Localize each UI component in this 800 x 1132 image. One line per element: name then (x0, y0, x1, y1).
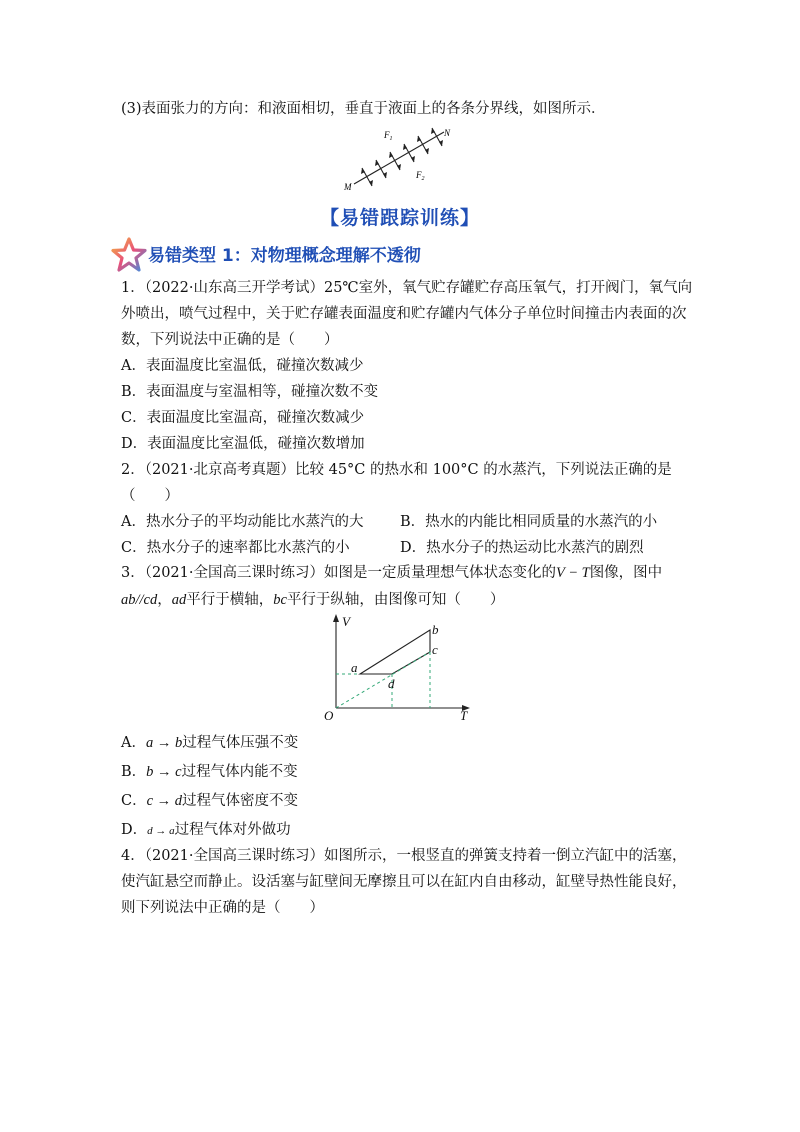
process-quadrilateral (360, 630, 430, 674)
q1-option-a: A．表面温度比室温低，碰撞次数减少 (121, 358, 364, 374)
label-f1: $F_1$ (384, 130, 393, 142)
v-axis-arrow (333, 614, 339, 622)
label-c: c (432, 642, 438, 657)
q2-option-a: A．热水分子的平均动能比水蒸汽的大 (121, 514, 364, 530)
vt-graph (322, 612, 482, 724)
section-title: 【易错跟踪训练】 (319, 207, 480, 229)
q2-option-b: B．热水的内能比相同质量的水蒸汽的小 (400, 514, 658, 530)
q1-option-c: C．表面温度比室温高，碰撞次数减少 (121, 410, 365, 426)
q2-line-1: 2．（2021·北京高考真题）比较 45°C 的热水和 100°C 的水蒸汽，下列说法正确的是 (121, 462, 672, 478)
label-n: N (444, 128, 451, 138)
q4-line-2: 使汽缸悬空而静止。设活塞与缸壁间无摩擦且可以在缸内自由移动，缸壁导热性能良好， (121, 874, 687, 890)
q3-option-c: C．c → d过程气体密度不变 (121, 793, 299, 809)
label-f2: $F_2$ (416, 170, 425, 182)
q1-line-3: 数，下列说法中正确的是（ ） (121, 332, 339, 348)
interface-line (354, 132, 444, 184)
label-t: T (460, 708, 468, 723)
subtitle: 易错类型 1：对物理概念理解不透彻 (148, 246, 421, 266)
q1-option-b: B．表面温度与室温相等，碰撞次数不变 (121, 384, 379, 400)
q1-line-1: 1．（2022·山东高三开学考试）25℃室外，氧气贮存罐贮存高压氧气，打开阀门，氧气向 (121, 280, 693, 296)
label-d: d (388, 676, 395, 691)
label-b: b (432, 622, 439, 637)
q3-option-d: D．d → a过程气体对外做功 (121, 822, 291, 838)
q4-line-1: 4．（2021·全国高三课时练习）如图所示，一根竖直的弹簧支持着一倒立汽缸中的活塞， (121, 848, 687, 864)
q3-option-b: B．b → c过程气体内能不变 (121, 764, 298, 780)
q2-option-d: D．热水分子的热运动比水蒸汽的剧烈 (400, 540, 644, 556)
label-v: V (342, 614, 350, 629)
surface-tension-figure (340, 124, 460, 196)
q3-line-1: 3．（2021·全国高三课时练习）如图是一定质量理想气体状态变化的V − T图像，图中 (121, 565, 663, 581)
star-icon (111, 237, 147, 273)
q3-vt-math: V − T (555, 565, 590, 581)
q3-option-a: A．a → b过程气体压强不变 (121, 735, 299, 751)
label-m: M (344, 182, 352, 192)
q2-line-2: （ ） (121, 488, 179, 504)
q1-line-2: 外喷出，喷气过程中，关于贮存罐表面温度和贮存罐内气体分子单位时间撞击内表面的次 (121, 306, 687, 322)
intro-text: (3)表面张力的方向：和液面相切，垂直于液面上的各条分界线，如图所示． (121, 101, 606, 117)
q4-line-3: 则下列说法中正确的是（ ） (121, 900, 324, 916)
label-origin: O (324, 708, 334, 723)
q1-option-d: D．表面温度比室温低，碰撞次数增加 (121, 436, 365, 452)
label-a: a (351, 660, 358, 675)
q3-line-2: ab//cd，ad平行于横轴，bc平行于纵轴，由图像可知（ ） (121, 592, 505, 608)
tension-arrows (362, 128, 442, 186)
q2-option-c: C．热水分子的速率都比水蒸汽的小 (121, 540, 350, 556)
